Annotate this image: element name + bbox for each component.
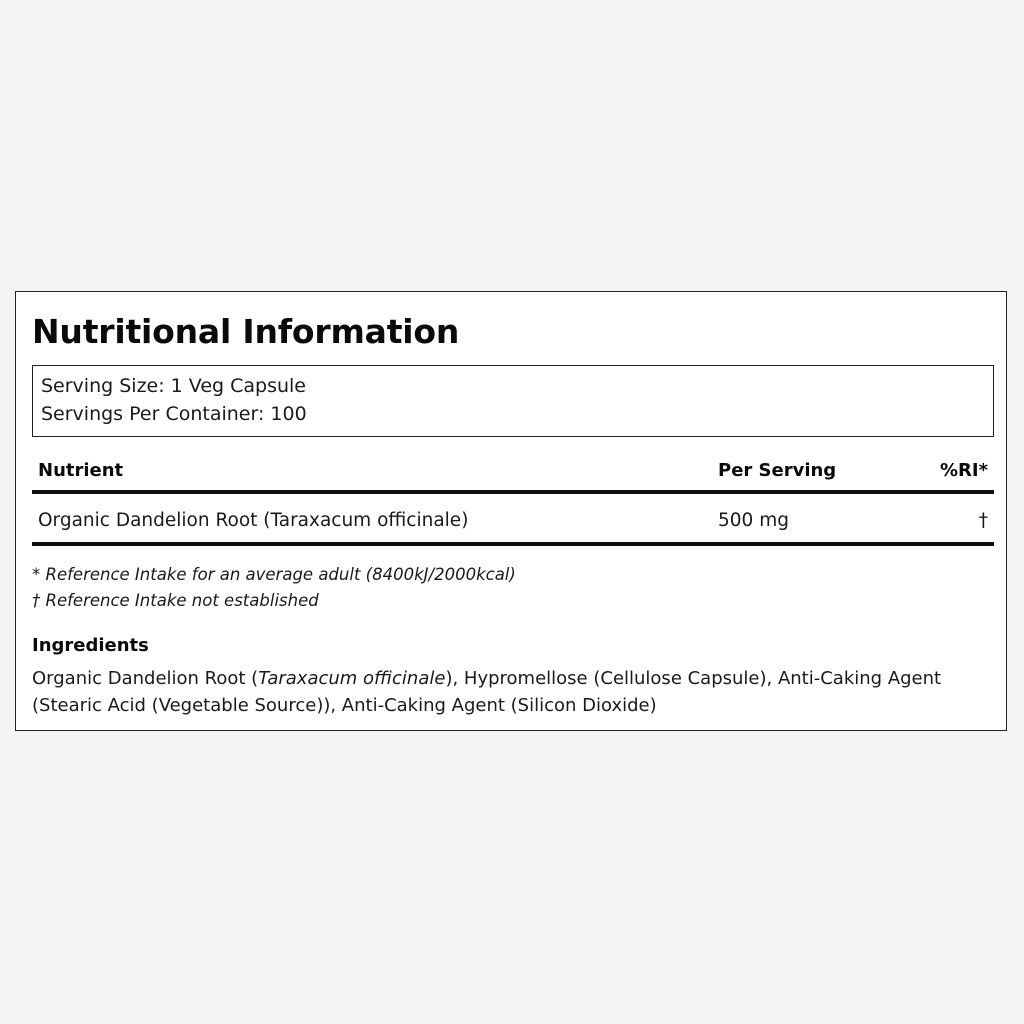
ingredients-heading: Ingredients (32, 635, 149, 656)
header-nutrient: Nutrient (38, 460, 124, 481)
row-ri: † (978, 510, 988, 531)
ingredients-text-start: Organic Dandelion Root ( (32, 668, 259, 689)
header-ri: %RI* (939, 460, 988, 481)
servings-per-container: Servings Per Container: 100 (41, 403, 307, 425)
nutrient-table-header (32, 454, 994, 494)
ingredients-text (32, 665, 987, 719)
footnote-not-established: † Reference Intake not established (32, 591, 319, 610)
row-nutrient: Organic Dandelion Root (Taraxacum officinale) (38, 510, 469, 531)
table-row (32, 508, 994, 546)
panel-title: Nutritional Information (32, 312, 460, 351)
nutrition-info-panel (15, 291, 1007, 731)
row-per-serving: 500 mg (718, 510, 789, 531)
ingredients-text-rest: ), Hypromellose (Cellulose Capsule), Anti-Caking Agent (Stearic Acid (Vegetable Source)), Anti-Caking Agent (Silicon Dioxide) (32, 668, 942, 716)
serving-size: Serving Size: 1 Veg Capsule (41, 375, 306, 397)
header-per-serving: Per Serving (718, 460, 837, 481)
serving-info-box (32, 365, 994, 437)
footnote-reference-intake: * Reference Intake for an average adult (8400kJ/2000kcal) (32, 565, 516, 584)
ingredients-latin-name: Taraxacum officinale (258, 668, 446, 689)
